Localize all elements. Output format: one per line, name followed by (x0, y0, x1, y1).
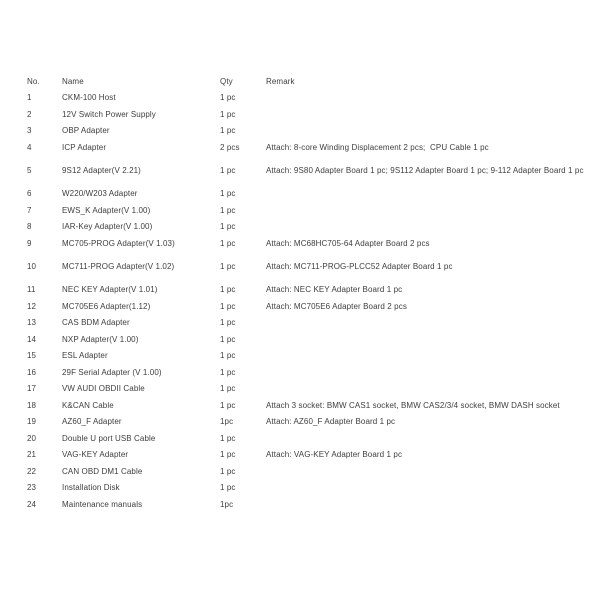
cell-remark (266, 90, 587, 107)
cell-name: CAS BDM Adapter (62, 318, 130, 328)
cell-qty: 1 pc (220, 466, 236, 476)
cell-remark (266, 202, 587, 219)
cell-name: MC711-PROG Adapter(V 1.02) (62, 262, 175, 271)
cell-name: W220/W203 Adapter (62, 189, 138, 199)
cell-qty: 1 pc (220, 334, 236, 344)
table-row (27, 397, 587, 414)
cell-no: 22 (27, 466, 37, 476)
table-row (27, 282, 587, 299)
table-row (27, 186, 587, 203)
cell-remark: Attach 3 socket: BMW CAS1 socket, BMW CAS2/3/4 socket, BMW DASH socket (266, 400, 560, 410)
table-row (27, 414, 587, 431)
table-row (27, 123, 587, 140)
cell-remark (266, 315, 587, 332)
table-row (27, 252, 587, 282)
cell-remark (266, 219, 587, 236)
cell-remark (266, 496, 587, 513)
cell-qty: 1pc (220, 417, 234, 427)
cell-name: K&CAN Cable (62, 400, 114, 410)
cell-no: 3 (27, 126, 32, 136)
cell-no: 16 (27, 367, 37, 377)
cell-no: 1 (27, 93, 32, 103)
cell-name: CAN OBD DM1 Cable (62, 466, 143, 476)
cell-name: Installation Disk (62, 483, 120, 493)
cell-remark: Attach: AZ60_F Adapter Board 1 pc (266, 417, 396, 426)
cell-no: 23 (27, 483, 37, 493)
table-body (27, 90, 587, 513)
cell-qty: 1 pc (220, 400, 236, 410)
cell-no: 5 (27, 166, 32, 175)
cell-remark: Attach: MC711-PROG-PLCC52 Adapter Board 1 pc (266, 261, 453, 271)
table-row (27, 430, 587, 447)
cell-name: OBP Adapter (62, 126, 110, 136)
cell-no: 7 (27, 205, 32, 215)
cell-qty: 1 pc (220, 126, 236, 136)
table-row (27, 364, 587, 381)
table-row (27, 235, 587, 252)
cell-no: 12 (27, 301, 37, 311)
cell-no: 19 (27, 417, 37, 427)
table-row (27, 381, 587, 398)
cell-remark (266, 364, 587, 381)
column-header-remark: Remark (266, 76, 295, 86)
cell-qty: 1 pc (220, 483, 236, 493)
parts-table (27, 73, 587, 513)
cell-no: 11 (27, 285, 36, 295)
cell-no: 13 (27, 318, 37, 328)
cell-no: 6 (27, 189, 32, 199)
table-row (27, 331, 587, 348)
cell-remark: Attach: NEC KEY Adapter Board 1 pc (266, 285, 403, 294)
cell-remark (266, 331, 587, 348)
cell-remark (266, 348, 587, 365)
cell-no: 24 (27, 499, 37, 509)
cell-name: CKM-100 Host (62, 93, 116, 103)
cell-name: IAR-Key Adapter(V 1.00) (62, 222, 153, 232)
cell-name: MC705E6 Adapter(1.12) (62, 301, 151, 311)
table-row (27, 480, 587, 497)
cell-remark (266, 381, 587, 398)
cell-qty: 1 pc (220, 285, 236, 295)
cell-qty: 1 pc (220, 301, 236, 311)
cell-no: 14 (27, 334, 37, 344)
cell-name: ESL Adapter (62, 351, 108, 361)
cell-qty: 1 pc (220, 433, 236, 443)
cell-name: 12V Switch Power Supply (62, 109, 156, 119)
cell-remark (266, 463, 587, 480)
table-row (27, 463, 587, 480)
cell-qty: 1pc (220, 499, 234, 509)
cell-remark: Attach: MC68HC705-64 Adapter Board 2 pcs (266, 238, 430, 248)
cell-remark (266, 106, 587, 123)
table-row (27, 447, 587, 464)
cell-name: AZ60_F Adapter (62, 417, 122, 427)
cell-qty: 2 pcs (220, 142, 240, 152)
column-header-no: No. (27, 76, 40, 86)
table-row (27, 156, 587, 186)
cell-qty: 1 pc (220, 262, 236, 271)
cell-no: 2 (27, 109, 32, 119)
cell-name: NEC KEY Adapter(V 1.01) (62, 285, 158, 295)
cell-remark: Attach: 8-core Winding Displacement 2 pcs; CPU Cable 1 pc (266, 142, 489, 152)
table-row (27, 348, 587, 365)
cell-qty: 1 pc (220, 318, 236, 328)
table-row (27, 219, 587, 236)
cell-no: 20 (27, 433, 37, 443)
cell-remark: Attach: 9S80 Adapter Board 1 pc; 9S112 Adapter Board 1 pc; 9-112 Adapter Board 1 pc (266, 165, 584, 175)
cell-no: 15 (27, 351, 37, 361)
column-header-name: Name (62, 76, 84, 86)
cell-remark: Attach: VAG-KEY Adapter Board 1 pc (266, 450, 403, 459)
cell-qty: 1 pc (220, 367, 236, 377)
cell-name: VAG-KEY Adapter (62, 450, 129, 460)
cell-no: 17 (27, 384, 37, 394)
column-header-qty: Qty (220, 76, 233, 86)
cell-remark: Attach: MC705E6 Adapter Board 2 pcs (266, 301, 407, 311)
cell-no: 10 (27, 262, 37, 271)
cell-name: EWS_K Adapter(V 1.00) (62, 205, 151, 215)
table-row (27, 496, 587, 513)
table-row (27, 106, 587, 123)
cell-no: 4 (27, 142, 32, 152)
table-row (27, 298, 587, 315)
cell-qty: 1 pc (220, 222, 236, 232)
table-header (27, 73, 587, 90)
cell-qty: 1 pc (220, 450, 236, 460)
table-row (27, 202, 587, 219)
cell-name: VW AUDI OBDII Cable (62, 384, 145, 394)
cell-name: Double U port USB Cable (62, 433, 156, 443)
cell-qty: 1 pc (220, 205, 236, 215)
cell-name: 9S12 Adapter(V 2.21) (62, 166, 141, 175)
cell-qty: 1 pc (220, 189, 236, 199)
cell-qty: 1 pc (220, 93, 236, 103)
table-row (27, 315, 587, 332)
cell-no: 8 (27, 222, 32, 232)
cell-remark (266, 430, 587, 447)
cell-no: 9 (27, 238, 32, 248)
cell-name: NXP Adapter(V 1.00) (62, 334, 139, 344)
table-row (27, 90, 587, 107)
cell-no: 21 (27, 450, 37, 460)
cell-qty: 1 pc (220, 109, 236, 119)
cell-name: Maintenance manuals (62, 499, 143, 509)
cell-no: 18 (27, 400, 37, 410)
cell-qty: 1 pc (220, 166, 236, 175)
cell-qty: 1 pc (220, 384, 236, 394)
cell-qty: 1 pc (220, 351, 236, 361)
header-row (27, 73, 587, 90)
cell-name: ICP Adapter (62, 142, 107, 152)
cell-remark (266, 480, 587, 497)
cell-remark (266, 186, 587, 203)
cell-qty: 1 pc (220, 238, 236, 248)
cell-remark (266, 123, 587, 140)
cell-name: 29F Serial Adapter (V 1.00) (62, 367, 162, 377)
table-row (27, 139, 587, 156)
cell-name: MC705-PROG Adapter(V 1.03) (62, 238, 175, 248)
